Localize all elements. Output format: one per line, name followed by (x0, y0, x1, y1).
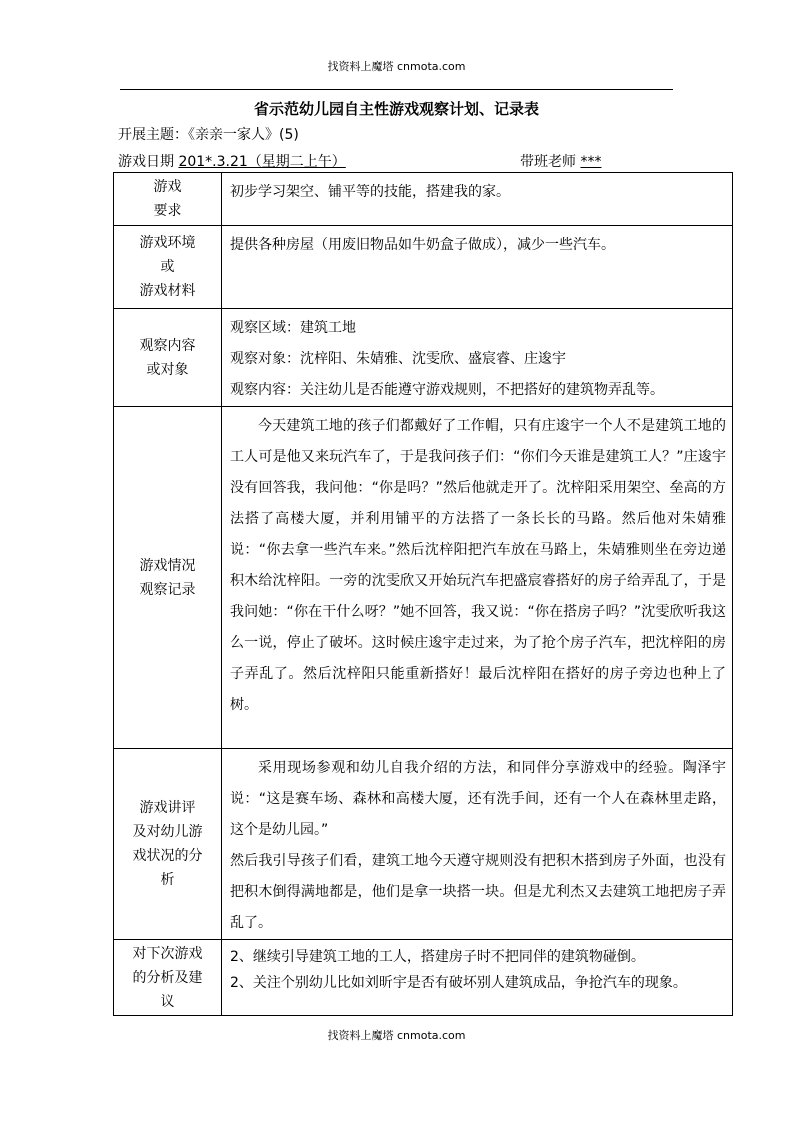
label-line: 议 (160, 993, 175, 1010)
label-line: 观察记录 (139, 581, 196, 598)
label-line: 观察内容 (139, 337, 196, 354)
label-line: 或对象 (146, 361, 189, 378)
label-line: 要求 (153, 203, 182, 219)
content-suggestion (222, 940, 733, 1016)
label-line: 游戏环境 (139, 235, 196, 251)
content-requirement (222, 173, 733, 226)
date-teacher-line (118, 151, 738, 171)
content-analysis (222, 749, 733, 940)
label-observation (114, 309, 222, 407)
label-line: 游戏 (153, 179, 182, 195)
label-line: 及对幼儿游 (132, 824, 203, 840)
row-suggestion (114, 940, 733, 1016)
label-line: 游戏材料 (139, 283, 196, 299)
record-text: 今天建筑工地的孩子们都戴好了工作帽，只有庄逡宇一个人不是建筑工地的工人可是他又来玩汽车了，于是我问孩子们：“你们今天谁是建筑工人？”庄逡宇没有回答我，我问他：“你是吗？”然后他就走开了。沈梓阳采用架空、垒高的方法搭了高楼大厦，并利用铺平的方法搭了一条长长的马路。然后他对朱婧雅说：“你去拿一些汽车来。”然后沈梓阳把汽车放在马路上，朱婧雅则坐在旁边递积木给沈梓阳。一旁的沈雯欣又开始玩汽车把盛宸睿搭好的房子给弄乱了，于是我问她：“你在干什么呀？”她不回答，我又说：“你在搭房子吗？”沈雯欣听我这么一说，停止了破坏。这时候庄逡宇走过来，为了抢个房子汽车，把沈梓阳的房子弄乱了。然后沈梓阳只能重新搭好！最后沈梓阳在搭好的房子旁边也种上了树。 (230, 418, 726, 713)
header-divider (120, 89, 673, 90)
label-line: 游戏讲评 (139, 800, 196, 816)
label-analysis (114, 749, 222, 940)
row-record (114, 407, 733, 749)
label-line: 戏状况的分 (132, 848, 203, 864)
label-suggestion (114, 940, 222, 1016)
observation-subjects: 观察对象：沈梓阳、朱婧雅、沈雯欣、盛宸睿、庄逡宇 (230, 351, 566, 367)
label-line: 游戏情况 (139, 557, 196, 574)
theme-line (118, 124, 299, 144)
observation-area: 观察区域：建筑工地 (230, 320, 356, 336)
theme-label: 开展主题： (118, 127, 188, 143)
row-observation (114, 309, 733, 407)
teacher-label: 带班老师 (520, 154, 581, 170)
date-value: 201*.3.21（星期二上午） (178, 154, 346, 170)
content-observation (222, 309, 733, 407)
teacher-field (520, 151, 601, 171)
row-environment (114, 226, 733, 309)
observation-focus: 观察内容：关注幼儿是否能遵守游戏规则，不把搭好的建筑物弄乱等。 (230, 382, 664, 398)
teacher-value: *** (580, 154, 602, 170)
content-environment (222, 226, 733, 309)
header-site-text: 找资料上魔塔 cnmota.com (327, 60, 466, 73)
label-line: 的分析及建 (132, 969, 203, 986)
label-line: 对下次游戏 (132, 945, 203, 962)
label-line: 或 (160, 259, 175, 275)
suggestion-item: 2、关注个别幼儿比如刘昕宇是否有破坏别人建筑成品，争抢汽车的现象。 (230, 975, 687, 991)
suggestion-item: 2、继续引导建筑工地的工人，搭建房子时不把同伴的建筑物碰倒。 (230, 949, 645, 965)
label-line: 析 (160, 872, 175, 888)
date-label: 游戏日期 (118, 154, 179, 170)
page-title: 省示范幼儿园自主性游戏观察计划、记录表 (253, 100, 539, 118)
environment-text: 提供各种房屋（用废旧物品如牛奶盒子做成），减少一些汽车。 (230, 237, 615, 253)
label-requirement (114, 173, 222, 226)
theme-value: 《亲亲一家人》(5) (188, 127, 299, 143)
row-requirement (114, 173, 733, 226)
analysis-paragraph: 然后我引导孩子们看，建筑工地今天遵守规则没有把积木搭到房子外面，也没有把积木倒得满地都是，他们是拿一块搭一块。但是尤利杰又去建筑工地把房子弄乱了。 (230, 853, 726, 931)
content-record (222, 407, 733, 749)
row-analysis (114, 749, 733, 940)
label-record (114, 407, 222, 749)
analysis-paragraph: 采用现场参观和幼儿自我介绍的方法，和同伴分享游戏中的经验。陶泽宇说：“这是赛车场、森林和高楼大厦，还有洗手间，还有一个人在森林里走路，这个是幼儿园。” (230, 760, 726, 838)
footer-site-text: 找资料上魔塔 cnmota.com (327, 1029, 466, 1042)
requirement-text: 初步学习架空、铺平等的技能，搭建我的家。 (230, 184, 510, 200)
observation-table (113, 172, 733, 1016)
label-environment (114, 226, 222, 309)
